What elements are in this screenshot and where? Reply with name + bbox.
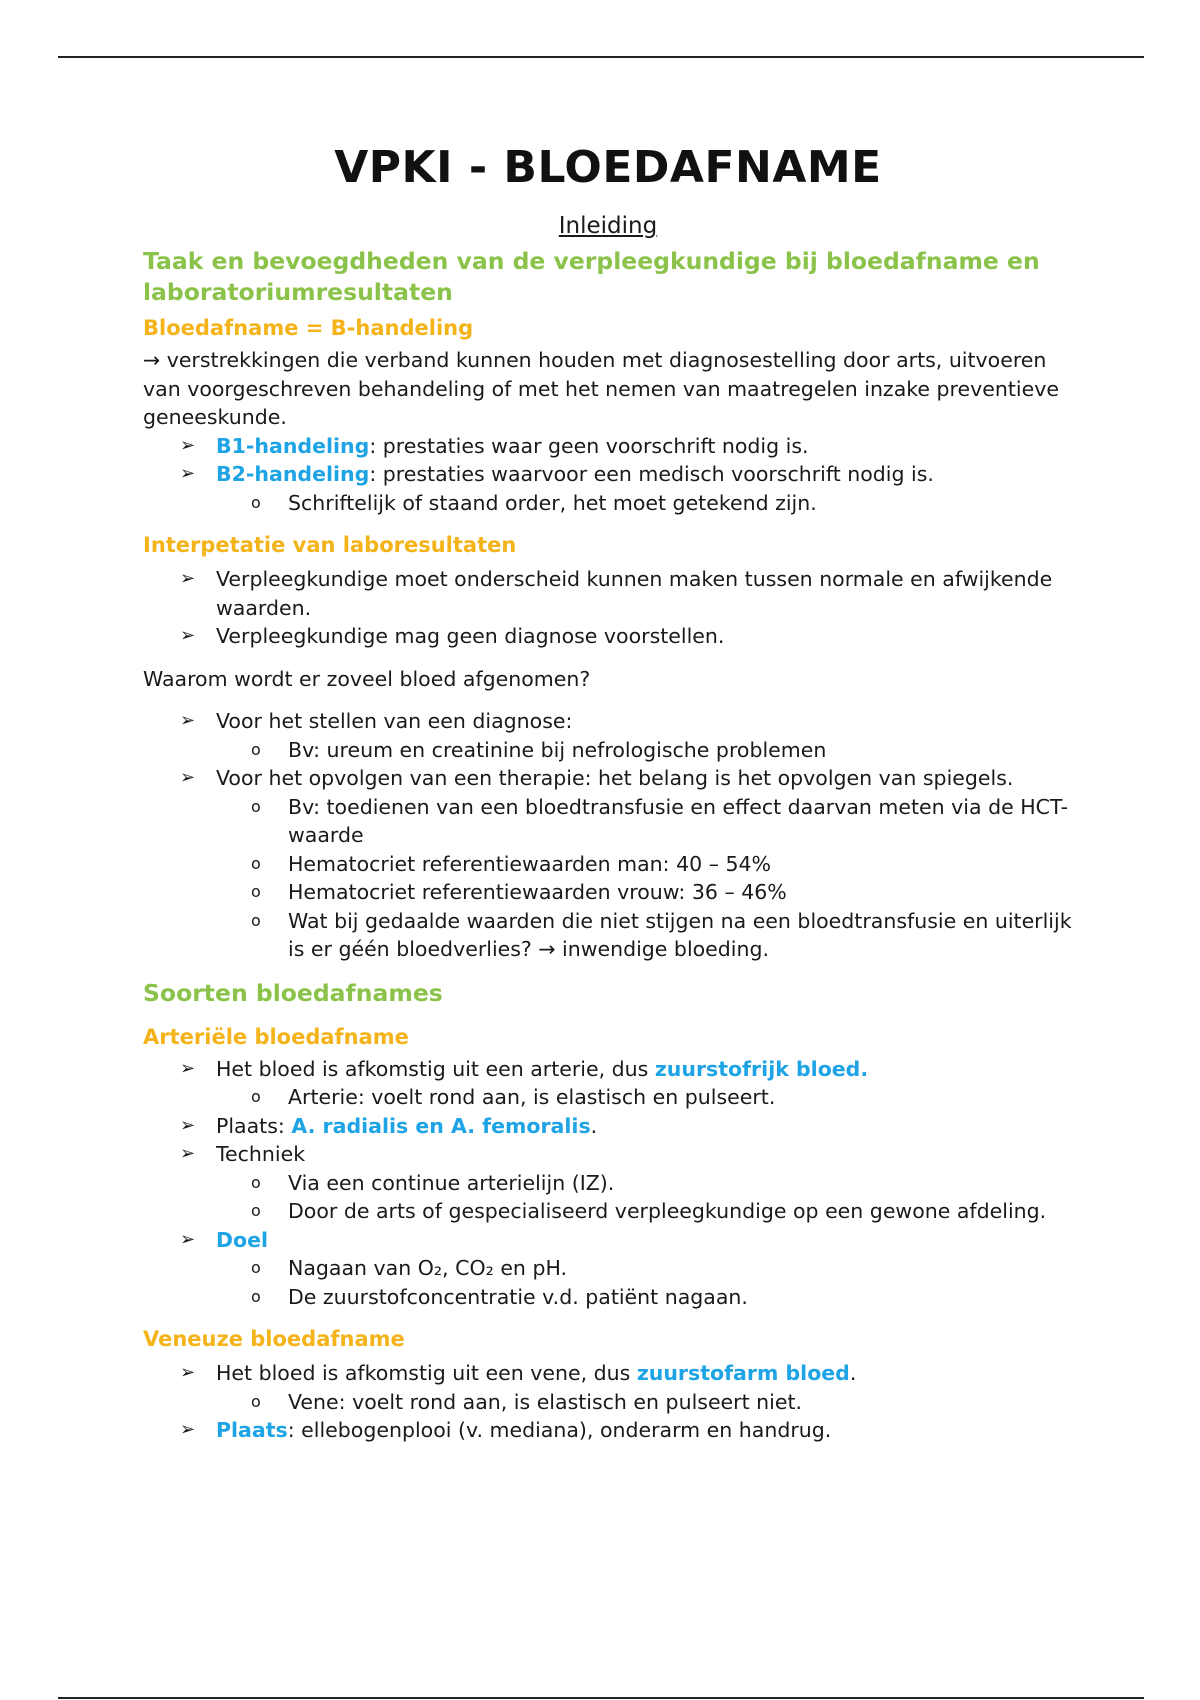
circle-bullet-icon: o xyxy=(251,1087,261,1106)
reasons-list xyxy=(143,707,1073,964)
list-item: ➢ Voor het stellen van een diagnose: xyxy=(143,707,1073,736)
list-item: ➢ B1-handeling: prestaties waar geen voorschrift nodig is. xyxy=(143,432,1073,461)
circle-bullet-icon: o xyxy=(251,796,261,816)
list-item: ➢ Het bloed is afkomstig uit een vene, dus zuurstofarm bloed. xyxy=(143,1359,1073,1388)
list-item: o Wat bij gedaalde waarden die niet stijgen na een bloedtransfusie en uiterlijk is er géén bloedverlies? → inwendige bloeding. xyxy=(251,908,1072,961)
list-item: ➢ Voor het opvolgen van een therapie: het belang is het opvolgen van spiegels. xyxy=(143,764,1073,793)
list-item: o De zuurstofconcentratie v.d. patiënt nagaan. xyxy=(143,1283,1073,1312)
list-item: ➢ Plaats: A. radialis en A. femoralis. xyxy=(143,1112,1073,1141)
list-item: o Hematocriet referentiewaarden vrouw: 36 – 46% xyxy=(143,878,1073,907)
list-item: o Hematocriet referentiewaarden man: 40 – 54% xyxy=(143,850,1073,879)
list-item: ➢ Verpleegkundige moet onderscheid kunnen maken tussen normale en afwijkende waarden. xyxy=(180,567,1053,620)
list-item: o Bv: ureum en creatinine bij nefrologische problemen xyxy=(143,736,1073,765)
list-item: o Vene: voelt rond aan, is elastisch en pulseert niet. xyxy=(143,1388,1073,1417)
subheading-interpretatie: Interpetatie van laboresultaten xyxy=(143,533,517,557)
intro-text: → verstrekkingen die verband kunnen houden met diagnosestelling door arts, uitvoeren van voorgeschreven behandeling of met het nemen van maatregelen inzake preventieve geneeskunde. xyxy=(143,348,1059,429)
interpretatie-list xyxy=(143,565,1073,651)
list-item: o Door de arts of gespecialiseerd verpleegkundige op een gewone afdeling. xyxy=(143,1197,1073,1226)
circle-bullet-icon: o xyxy=(251,1172,261,1192)
list-item: ➢ Techniek xyxy=(143,1140,1073,1169)
arrow-bullet-icon: ➢ xyxy=(180,1228,196,1250)
list-item: o Arterie: voelt rond aan, is elastisch en pulseert. xyxy=(143,1083,1073,1112)
list-item: ➢ Verpleegkundige mag geen diagnose voorstellen. xyxy=(143,622,1073,651)
question-text: Waarom wordt er zoveel bloed afgenomen? xyxy=(143,666,591,691)
arrow-bullet-icon: ➢ xyxy=(180,710,196,731)
arrow-bullet-icon: ➢ xyxy=(180,568,196,589)
circle-bullet-icon: o xyxy=(251,1258,261,1277)
circle-bullet-icon: o xyxy=(251,853,261,873)
arrow-bullet-icon: ➢ xyxy=(180,1419,196,1440)
list-item: ➢ Het bloed is afkomstig uit een arterie, dus zuurstofrijk bloed. xyxy=(143,1055,1073,1084)
document-page xyxy=(143,138,1073,1445)
circle-bullet-icon: o xyxy=(251,739,261,759)
section-heading-tasks: Taak en bevoegdheden van de verpleegkundige bij bloedafname en laboratoriumresultaten xyxy=(143,247,1040,306)
list-item: ➢ B2-handeling: prestaties waarvoor een medisch voorschrift nodig is. xyxy=(143,460,1073,489)
subheading-b-handeling: Bloedafname = B-handeling xyxy=(143,316,474,340)
b-handeling-list xyxy=(143,432,1073,518)
circle-bullet-icon: o xyxy=(251,1391,261,1411)
page-title: VPKI - BLOEDAFNAME xyxy=(334,142,882,193)
arrow-bullet-icon: ➢ xyxy=(180,1114,196,1136)
section-heading-soorten: Soorten bloedafnames xyxy=(143,978,443,1007)
arrow-bullet-icon: ➢ xyxy=(180,767,196,788)
circle-bullet-icon: o xyxy=(251,492,261,512)
list-item: o Via een continue arterielijn (IZ). xyxy=(143,1169,1073,1198)
circle-bullet-icon: o xyxy=(251,910,261,930)
list-item: o Nagaan van O₂, CO₂ en pH. xyxy=(143,1254,1073,1283)
arrow-bullet-icon: ➢ xyxy=(180,1362,196,1383)
arrow-bullet-icon: ➢ xyxy=(180,434,196,456)
circle-bullet-icon: o xyxy=(251,882,261,901)
subheading-arterieel: Arteriële bloedafname xyxy=(143,1024,409,1049)
list-item: ➢ Plaats: ellebogenplooi (v. mediana), onderarm en handrug. xyxy=(143,1416,1073,1445)
arterieel-list xyxy=(143,1055,1073,1312)
page-subtitle: Inleiding xyxy=(558,213,658,239)
list-item: ➢ Doel xyxy=(143,1226,1073,1255)
veneus-list xyxy=(143,1359,1073,1445)
arrow-bullet-icon: ➢ xyxy=(180,625,196,646)
top-rule xyxy=(58,56,1144,58)
arrow-bullet-icon: ➢ xyxy=(180,463,196,484)
list-item: o Bv: toedienen van een bloedtransfusie en effect daarvan meten via de HCT-waarde xyxy=(251,794,1068,847)
circle-bullet-icon: o xyxy=(251,1286,261,1306)
arrow-bullet-icon: ➢ xyxy=(180,1057,196,1079)
circle-bullet-icon: o xyxy=(251,1201,261,1220)
list-item: o Schriftelijk of staand order, het moet getekend zijn. xyxy=(143,489,1073,518)
bottom-rule xyxy=(58,1697,1144,1699)
subheading-veneus: Veneuze bloedafname xyxy=(143,1327,405,1351)
arrow-bullet-icon: ➢ xyxy=(180,1143,196,1164)
